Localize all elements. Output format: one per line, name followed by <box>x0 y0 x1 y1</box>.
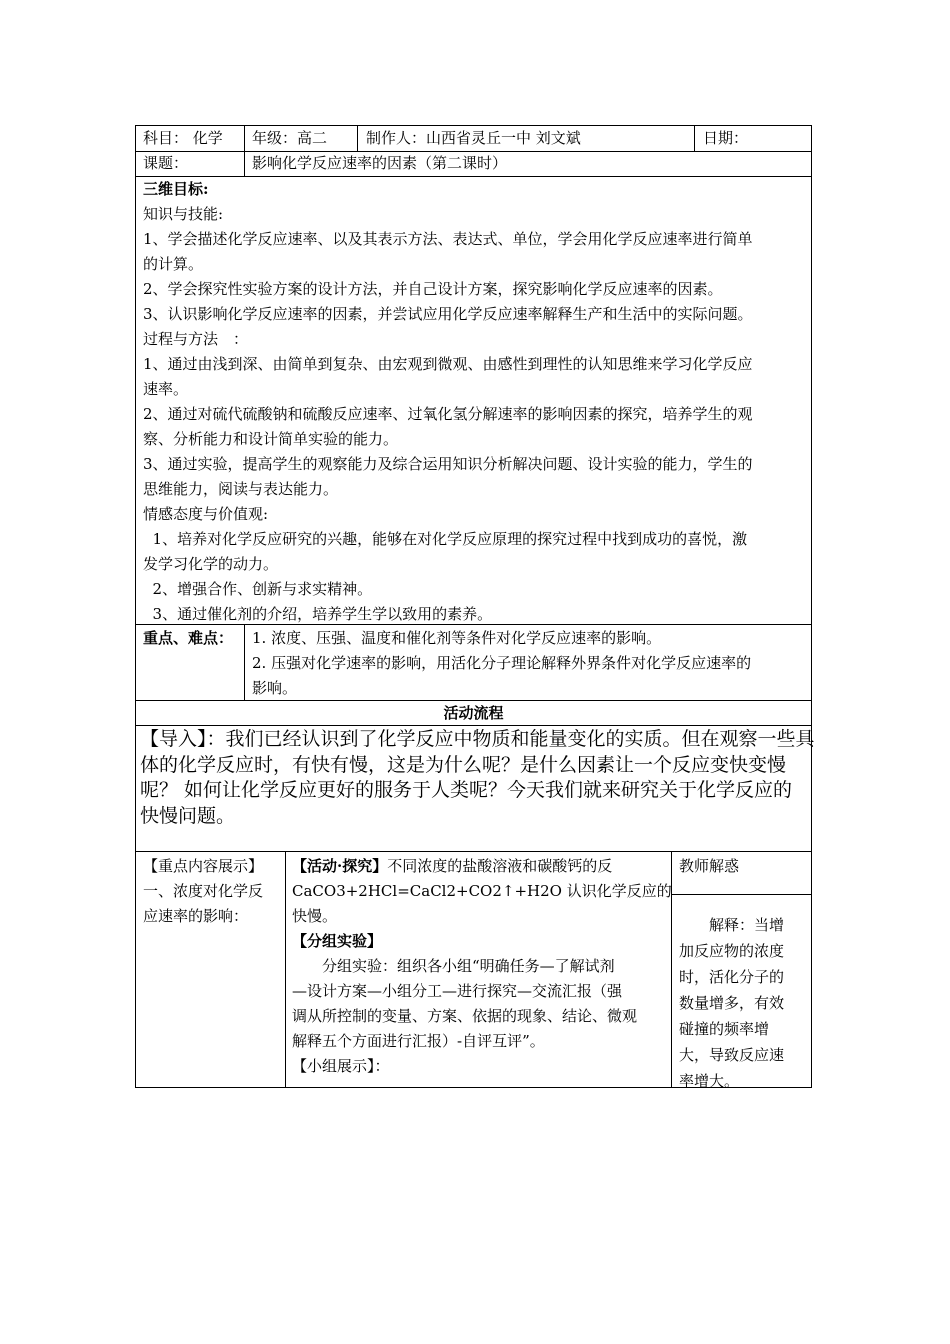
grade-cell: 年级：高二 <box>252 129 328 147</box>
intro-line: 【导入】：我们已经认识到了化学反应中物质和能量变化的实质。但在观察一些具 <box>140 728 815 750</box>
equation-tail: 快慢。 <box>292 907 338 925</box>
teacher-explain-line: 碰撞的频率增 <box>679 1020 770 1038</box>
knowledge-heading: 知识与技能: <box>143 205 224 223</box>
content-mid-column <box>292 854 672 1079</box>
keypoints-block <box>252 626 751 701</box>
process-line: 3、通过实验，提高学生的观察能力及综合运用知识分析解决问题、设计实验的能力，学生的 <box>143 455 753 473</box>
row-line-5 <box>135 725 812 726</box>
emotion-line: 1、培养对化学反应研究的兴趣，能够在对化学反应原理的探究过程中找到成功的喜悦，激 <box>143 530 748 548</box>
topic-value: 影响化学反应速率的因素（第二课时） <box>252 154 508 172</box>
keypoint-line: 2. 压强对化学速率的影响，用活化分子理论解释外界条件对化学反应速率的 <box>252 654 752 672</box>
activity-explore-line <box>292 854 672 879</box>
keypoint-line: 影响。 <box>252 679 298 697</box>
teacher-explain-line: 大，导致反应速 <box>679 1046 785 1064</box>
knowledge-line: 2、学会探究性实验方案的设计方法，并自己设计方案，探究影响化学反应速率的因素。 <box>143 280 723 298</box>
process-line: 思维能力，阅读与表达能力。 <box>143 480 339 498</box>
table-border-right <box>811 125 812 1088</box>
process-line: 1、通过由浅到深、由简单到复杂、由宏观到微观、由感性到理性的认知思维来学习化学反应 <box>143 355 753 373</box>
process-line: 2、通过对硫代硫酸钠和硫酸反应速率、过氧化氢分解速率的影响因素的探究，培养学生的观 <box>143 405 753 423</box>
process-line: 察、分析能力和设计简单实验的能力。 <box>143 430 399 448</box>
group-experiment-line: 解释五个方面进行汇报）-自评互评”。 <box>292 1032 545 1050</box>
process-heading: 过程与方法 ： <box>143 330 249 348</box>
group-experiment-line: 调从所控制的变量、方案、依据的现象、结论、微观 <box>292 1007 638 1025</box>
activity-explore-text: 不同浓度的盐酸溶液和碳酸钙的反 <box>387 857 613 875</box>
teacher-explain-line: 解释：当增 <box>679 916 785 934</box>
col-line-header-1 <box>244 125 245 177</box>
teacher-explain-line: 加反应物的浓度 <box>679 942 785 960</box>
author-cell: 制作人：山西省灵丘一中 刘文斌 <box>366 129 581 147</box>
process-line: 速率。 <box>143 380 189 398</box>
emotion-line: 发学习化学的动力。 <box>143 555 279 573</box>
table-border-left <box>135 125 136 1088</box>
equation-line: CaCO3+2HCl=CaCl2+CO2↑+H2O 认识化学反应的 <box>292 882 672 900</box>
emotion-line: 2、增强合作、创新与求实精神。 <box>143 580 373 598</box>
teacher-explain-title: 教师解惑 <box>679 857 740 875</box>
knowledge-line: 3、认识影响化学反应速率的因素，并尝试应用化学反应速率解释生产和生活中的实际问题。 <box>143 305 753 323</box>
col-line-header-3 <box>694 125 695 152</box>
table-border-top <box>135 125 812 126</box>
row-line-6 <box>135 851 812 852</box>
group-experiment-line: 分组实验：组织各小组“明确任务—了解试剂 <box>292 957 615 975</box>
intro-line: 呢？ 如何让化学反应更好的服务于人类呢？今天我们就来研究关于化学反应的 <box>140 779 793 801</box>
subject-cell: 科目： 化学 <box>143 129 223 147</box>
keypoint-line: 1. 浓度、压强、温度和催化剂等条件对化学反应速率的影响。 <box>252 629 662 647</box>
group-experiment-tag: 【分组实验】 <box>292 932 383 950</box>
objectives-heading: 三维目标: <box>143 180 209 198</box>
knowledge-line: 的计算。 <box>143 255 204 273</box>
emotion-heading: 情感态度与价值观: <box>143 505 269 523</box>
intro-block <box>140 727 815 829</box>
topic-label: 课题： <box>143 154 189 172</box>
content-left-line: 一、浓度对化学反 <box>143 882 264 900</box>
activity-explore-tag: 【活动·探究】 <box>292 857 388 875</box>
teacher-explain-line: 数量增多，有效 <box>679 994 785 1012</box>
group-experiment-line: —设计方案—小组分工—进行探究—交流汇报（强 <box>292 982 623 1000</box>
teacher-explain-line: 时，活化分子的 <box>679 968 785 986</box>
teacher-explain-line: 率增大。 <box>679 1072 740 1090</box>
content-left-line: 【重点内容展示】 <box>143 857 264 875</box>
objectives-block <box>143 177 753 627</box>
content-left-line: 应速率的影响： <box>143 907 249 925</box>
row-line-1 <box>135 151 812 152</box>
group-show-tag: 【小组展示】： <box>292 1057 390 1075</box>
keypoints-label: 重点、难点： <box>143 629 234 647</box>
intro-line: 快慢问题。 <box>140 804 236 827</box>
intro-line: 体的化学反应时，有快有慢，这是为什么呢？是什么因素让一个反应变快变慢 <box>140 753 787 776</box>
col-line-content-1 <box>285 851 286 1088</box>
teacher-explain-block <box>679 912 784 1094</box>
knowledge-line: 1、学会描述化学反应速率、以及其表示方法、表达式、单位，学会用化学反应速率进行简单 <box>143 230 753 248</box>
date-cell: 日期： <box>703 129 749 147</box>
col-line-keypoints <box>244 624 245 701</box>
content-left-column <box>143 854 263 929</box>
col-line-header-2 <box>357 125 358 152</box>
row-line-right-split <box>671 894 811 895</box>
emotion-line: 3、通过催化剂的介绍，培养学生学以致用的素养。 <box>143 605 493 623</box>
activity-title: 活动流程 <box>443 704 504 722</box>
